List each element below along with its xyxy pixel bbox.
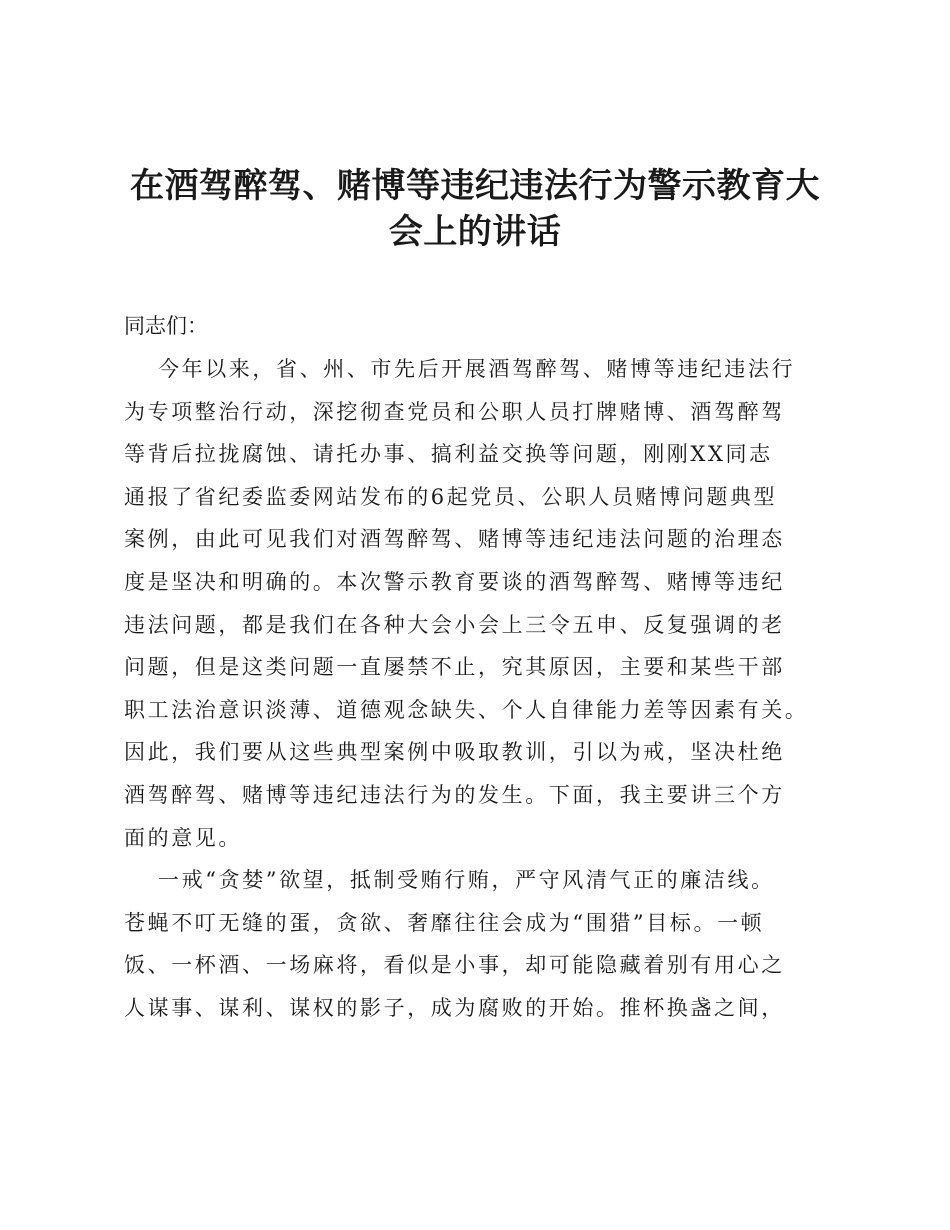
document-title: [100, 163, 850, 255]
body-line: 案例，由此可见我们对酒驾醉驾、赌博等违纪违法问题的治理态: [124, 527, 785, 552]
body-line: 饭、一杯酒、一场麻将，看似是小事，却可能隐藏着别有用心之: [124, 953, 785, 978]
salutation: 同志们：: [124, 314, 208, 338]
body-line: 违法问题，都是我们在各种大会小会上三令五申、反复强调的老: [124, 612, 785, 637]
body-line: 一戒“贪婪”欲望，抵制受贿行贿，严守风清气正的廉洁线。: [158, 868, 775, 893]
document-body: [124, 348, 864, 1030]
body-line: 苍蝇不叮无缝的蛋，贪欲、奢靡往往会成为“围猎”目标。一顿: [124, 910, 765, 935]
paragraph-2: [124, 859, 864, 1029]
body-line: 度是坚决和明确的。本次警示教育要谈的酒驾醉驾、赌博等违纪: [124, 569, 785, 594]
body-line: 因此，我们要从这些典型案例中吸取教训，引以为戒，坚决杜绝: [124, 740, 785, 765]
body-line: 今年以来，省、州、市先后开展酒驾醉驾、赌博等违纪违法行: [158, 357, 796, 381]
body-line: 面的意见。: [124, 825, 242, 850]
body-line: 通报了省纪委监委网站发布的6起党员、公职人员赌博问题典型: [124, 484, 778, 509]
title-line-1: 在酒驾醉驾、赌博等违纪违法行为警示教育大: [130, 166, 820, 206]
paragraph-1: [124, 348, 864, 859]
title-line-2: 会上的讲话: [388, 212, 562, 252]
body-line: 酒驾醉驾、赌博等违纪违法行为的发生。下面，我主要讲三个方: [124, 782, 785, 807]
body-line: 问题，但是这类问题一直屡禁不止，究其原因，主要和某些干部: [124, 655, 785, 680]
body-line: 等背后拉拢腐蚀、请托办事、搞利益交换等问题，刚刚XX同志: [124, 442, 773, 467]
body-line: 人谋事、谋利、谋权的影子，成为腐败的开始。推杯换盏之间，: [124, 995, 785, 1020]
body-line: 职工法治意识淡薄、道德观念缺失、个人自律能力差等因素有关。: [124, 697, 809, 722]
body-line: 为专项整治行动，深挖彻查党员和公职人员打牌赌博、酒驾醉驾: [124, 399, 785, 424]
